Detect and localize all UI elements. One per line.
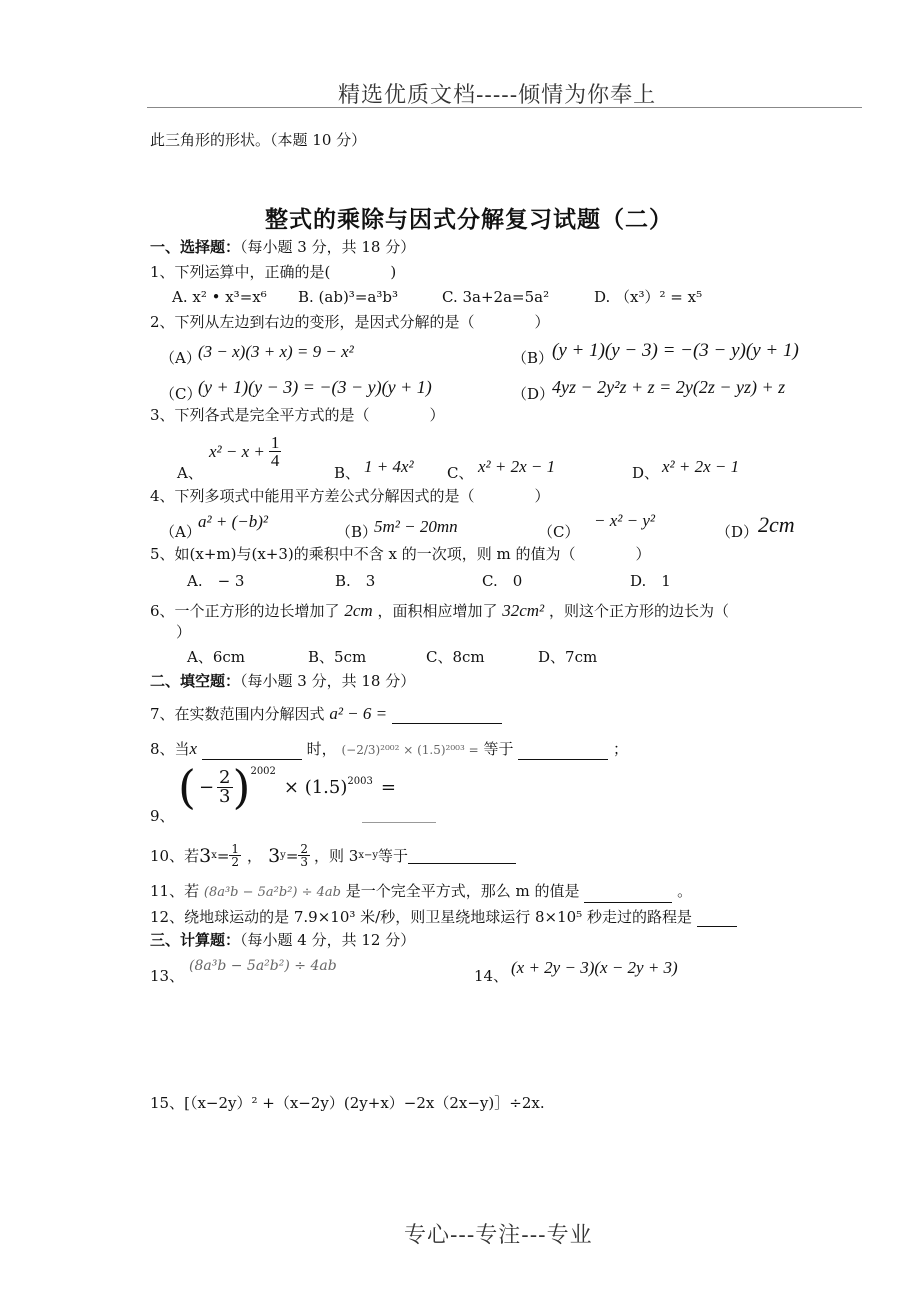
q9-exp2: 2003 (347, 776, 373, 787)
q7 (150, 704, 502, 724)
q10-eq1: = (216, 846, 230, 865)
q10-text-a: 10、若 (150, 846, 200, 865)
q8-var: x (189, 739, 198, 758)
q9-expr: ( − $\frac{2}{3}$ ) $^{2002}$ × (1.5) $^{2003}$ = (178, 760, 396, 814)
q10-d2: 3 (300, 855, 309, 869)
q6-option-c: C、8cm (426, 648, 485, 666)
q3-option-a-num: 1 (270, 433, 280, 452)
q5-stem: 5、如(x+m)与(x+3)的乘积中不含 x 的一次项，则 m 的值为（ ） (150, 545, 651, 563)
q4-option-a: a² + (−b)² (198, 512, 268, 531)
q3-label-d: D、 (632, 464, 660, 482)
q13-label: 13、 (150, 967, 185, 985)
q6-stem-b: ，面积相应增加了 (377, 602, 498, 620)
q5-option-d: D. 1 (630, 572, 671, 590)
q10-n1: 1 (231, 842, 240, 856)
q6-stem-c: ，则这个正方形的边长为（ (548, 602, 729, 620)
q1-option-d: D. （x³）² = x⁵ (594, 288, 703, 306)
q6-stem-a: 6、一个正方形的边长增加了 (150, 602, 340, 620)
q4-label-d: （D） (716, 523, 759, 541)
q7-text: 7、在实数范围内分解因式 (150, 705, 325, 723)
q9-close-paren: ) (232, 760, 251, 814)
q6-option-a: A、6cm (187, 648, 246, 666)
q11-answer-blank[interactable] (584, 886, 672, 903)
q1-stem: 1、下列运算中，正确的是( ) (150, 263, 397, 281)
q8-text-a: 8、当 (150, 740, 190, 758)
q8-expr: (−2/3)²⁰⁰² × (1.5)²⁰⁰³ = (341, 743, 479, 757)
q12 (150, 907, 737, 927)
q8-blank-2[interactable] (518, 743, 608, 760)
q2-stem: 2、下列从左边到右边的变形，是因式分解的是（ ） (150, 313, 550, 331)
q11-expr: (8a³b − 5a²b²) ÷ 4ab (203, 885, 341, 900)
q9-label: 9、 (150, 807, 175, 825)
q5-option-a: A. − 3 (187, 572, 245, 590)
q2-label-d: （D） (512, 385, 555, 403)
previous-question-note: 此三角形的形状。（本题 10 分） (150, 131, 367, 149)
q2-option-c: (y + 1)(y − 3) = −(3 − y)(y + 1) (198, 377, 432, 397)
q8-text-d: ； (613, 740, 629, 758)
q2-label-b: （B） (512, 349, 554, 367)
q10-base1: 3 (199, 844, 212, 867)
q1-option-c: C. 3a+2a=5a² (442, 288, 550, 306)
section-calc (150, 930, 415, 950)
q3-option-d: x² + 2x − 1 (662, 457, 740, 476)
q3-option-b: 1 + 4x² (364, 457, 414, 476)
q10-exp-x: x (211, 849, 217, 861)
q5-option-b: B. 3 (335, 572, 376, 590)
q3-option-a-main: x² − x + (209, 441, 265, 461)
q2-option-a: (3 − x)(3 + x) = 9 − x² (198, 342, 354, 361)
q4-label-a: （A） (160, 523, 201, 541)
q15: 15、[（x−2y）² +（x−2y）(2y+x）−2x（2x−y)］÷2x. (150, 1094, 545, 1112)
q10-sep: ， (247, 846, 263, 865)
q2-option-d: 4yz − 2y²z + z = 2y(2z − yz) + z (552, 377, 786, 397)
section-calc-label: 三、计算题： (150, 931, 241, 949)
q12-text: 12、绕地球运动的是 7.9×10³ 米/秒，则卫星绕地球运行 8×10⁵ 秒走过的路程是 (150, 908, 692, 926)
q4-stem: 4、下列多项式中能用平方差公式分解因式的是（ ） (150, 487, 550, 505)
q2-option-b: (y + 1)(y − 3) = −(3 − y)(y + 1) (552, 340, 799, 361)
q7-answer-blank[interactable] (392, 707, 502, 724)
section-choice (150, 237, 415, 257)
q4-label-c: （C） (538, 523, 580, 541)
q9-fraction (217, 766, 232, 807)
q4-option-b: 5m² − 20mn (374, 517, 458, 536)
q3-option-c: x² + 2x − 1 (478, 457, 556, 476)
q9-open-paren: ( (178, 760, 196, 814)
q6-stem (150, 601, 729, 621)
q6-option-d: D、7cm (538, 648, 598, 666)
q4-option-d: 2cm (758, 512, 795, 537)
q8 (150, 739, 628, 760)
q10 (150, 843, 516, 868)
q9-mid: × (1.5) (283, 776, 348, 798)
q14-expr: (x + 2y − 3)(x − 2y + 3) (511, 958, 678, 977)
q3-label-a: A、 (177, 464, 203, 482)
q11-text-b: 。 (677, 882, 693, 900)
q3-stem: 3、下列各式是完全平方式的是（ ） (150, 406, 445, 424)
q4-label-b: （B） (336, 523, 378, 541)
section-fill-note: （每小题 3 分，共 18 分） (240, 672, 416, 690)
q3-label-b: B、 (334, 464, 361, 482)
q10-d1: 2 (231, 855, 240, 869)
q4-option-c: − x² − y² (594, 511, 655, 530)
q2-label-c: （C） (160, 385, 202, 403)
section-calc-note: （每小题 4 分，共 12 分） (240, 931, 416, 949)
q7-expr: a² − 6 = (329, 704, 388, 723)
q10-frac2 (298, 843, 310, 868)
q14-label: 14、 (474, 967, 509, 985)
page-title: 整式的乘除与因式分解复习试题（二） (265, 206, 673, 233)
q6-stem-d: ） (176, 623, 192, 641)
q8-text-c: 等于 (483, 740, 514, 758)
section-choice-note: （每小题 3 分，共 18 分） (240, 238, 416, 256)
q8-blank-1[interactable] (202, 743, 302, 760)
section-fill-label: 二、填空题： (150, 672, 241, 690)
q10-eq2: = (285, 846, 299, 865)
q11-text-a: 是一个完全平方式，那么 m 的值是 (345, 882, 580, 900)
q10-n2: 2 (300, 842, 309, 856)
section-choice-label: 一、选择题： (150, 238, 241, 256)
q10-exp-xy: x−y (358, 849, 379, 861)
q3-label-c: C、 (447, 464, 474, 482)
q3-option-a-fraction (269, 434, 282, 469)
q5-option-c: C. 0 (482, 572, 523, 590)
q9-eq: = (380, 776, 396, 798)
q10-frac1 (229, 843, 241, 868)
q1-option-a: A. x² • x³=x⁶ (172, 288, 267, 306)
q6-value-2: 32cm² (502, 601, 545, 620)
q9-exp1: 2002 (250, 766, 276, 777)
q9-num: 2 (219, 766, 231, 788)
q10-text-c: 等于 (378, 846, 409, 865)
page-footer: 专心---专注---专业 (404, 1223, 593, 1248)
q10-answer-blank[interactable] (408, 847, 516, 864)
page-header: 精选优质文档-----倾情为你奉上 (338, 83, 657, 108)
q9-answer-blank[interactable] (362, 822, 436, 823)
q11: 11、若 (8a³b − 5a²b²) ÷ 4ab 是一个完全平方式，那么 m 的值是 。 (150, 881, 692, 903)
q3-option-a-den: 4 (270, 451, 280, 470)
q8-text-b: 时， (306, 740, 337, 758)
section-fill (150, 671, 415, 691)
q3-option-a (209, 434, 281, 469)
q13-expr: (8a³b − 5a²b²) ÷ 4ab (189, 958, 337, 974)
q10-exp-y: y (280, 849, 286, 861)
q6-option-b: B、5cm (308, 648, 367, 666)
q6-value-1: 2cm (344, 601, 373, 620)
q1-option-b: B. (ab)³=a³b³ (298, 288, 398, 306)
q10-base2: 3 (268, 844, 281, 867)
q12-answer-blank[interactable] (697, 910, 737, 927)
q10-text-b: ，则 3 (314, 846, 359, 865)
q2-label-a: （A） (160, 349, 201, 367)
header-rule (147, 107, 862, 108)
q9-den: 3 (219, 785, 231, 807)
